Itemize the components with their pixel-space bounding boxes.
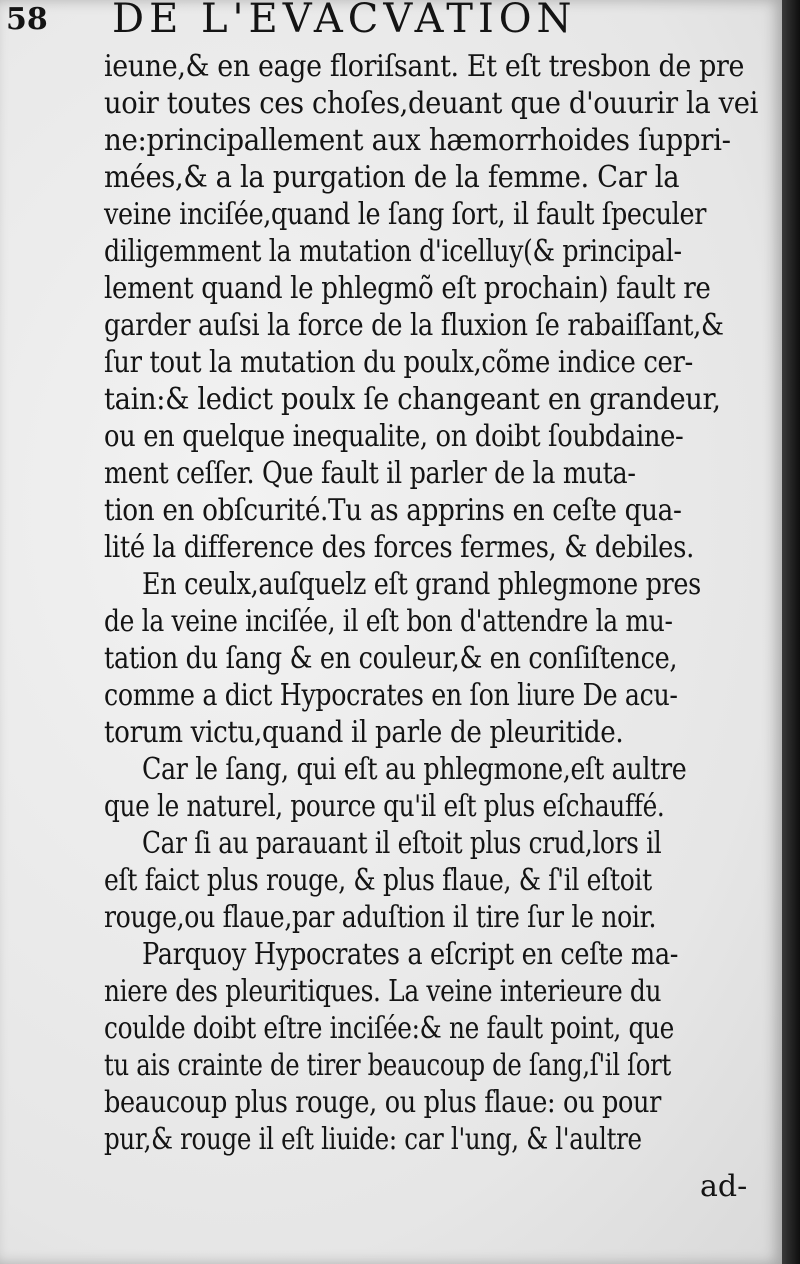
text-line: comme a dict Hypocrates en ſon liure De acu-	[104, 678, 678, 713]
text-line: lement quand le phlegmõ eſt prochain) fault re	[104, 271, 711, 306]
text-line: que le naturel, pource qu'il eſt plus eſchauffé.	[104, 789, 665, 824]
text-line: tu ais crainte de tirer beaucoup de ſang,ſ'il ſort	[104, 1048, 671, 1083]
text-line: ou en quelque inequalite, on doibt ſoubdaine-	[104, 419, 684, 454]
catchword: ad-	[700, 1169, 748, 1204]
text-line: mées,& a la purgation de la femme. Car la	[104, 160, 680, 195]
text-line: tion en obſcurité.Tu as apprins en ceſte qua-	[104, 493, 682, 528]
text-line: lité la difference des forces fermes, & debiles.	[104, 530, 694, 565]
text-line: tation du ſang & en couleur,& en conſiſtence,	[104, 641, 678, 676]
text-line: veine inciſée,quand le ſang ſort, il fault ſpeculer	[104, 197, 707, 232]
text-line: de la veine inciſée, il eſt bon d'attendre la mu-	[104, 604, 673, 639]
text-line: En ceulx,auſquelz eſt grand phlegmone pres	[142, 567, 701, 602]
text-line: uoir toutes ces choſes,deuant que d'ouurir la vei	[104, 86, 758, 121]
text-line: ne:principallement aux hæmorrhoides ſuppri-	[104, 123, 731, 158]
text-line: Car le ſang, qui eſt au phlegmone,eſt aultre	[142, 752, 687, 787]
page-header	[0, 0, 782, 48]
text-line: coulde doibt eſtre inciſée:& ne fault point, que	[104, 1011, 675, 1046]
text-line: rouge,ou flaue,par aduſtion il tire ſur le noir.	[104, 900, 657, 935]
text-line: ſur tout la mutation du poulx,cõme indice cer-	[104, 345, 693, 380]
text-line: ment ceſſer. Que fault il parler de la muta-	[104, 456, 636, 491]
text-line: diligemment la mutation d'icelluy(& principal-	[104, 234, 682, 269]
page-number: 58	[6, 2, 48, 37]
text-line: Parquoy Hypocrates a eſcript en ceſte ma-	[142, 937, 679, 972]
text-line: garder auſsi la force de la fluxion ſe rabaiſſant,&	[104, 308, 724, 343]
text-line: Car ſi au parauant il eſtoit plus crud,lors il	[142, 826, 662, 861]
running-title: DE L'EVACVATION	[112, 0, 577, 42]
text-line: torum victu,quand il parle de pleuritide.	[104, 715, 624, 750]
text-line: eſt faict plus rouge, & plus flaue, & ſ'il eſtoit	[104, 863, 652, 898]
text-line: tain:& ledict poulx ſe changeant en grandeur,	[104, 382, 721, 417]
page-edge-shadow	[782, 0, 800, 1264]
text-line: ieune,& en eage floriſsant. Et eſt tresbon de pre	[104, 49, 745, 84]
text-line: pur,& rouge il eſt liuide: car l'ung, & l'aultre	[104, 1122, 642, 1157]
text-line: beaucoup plus rouge, ou plus flaue: ou pour	[104, 1085, 662, 1120]
text-line: niere des pleuritiques. La veine interieure du	[104, 974, 662, 1009]
